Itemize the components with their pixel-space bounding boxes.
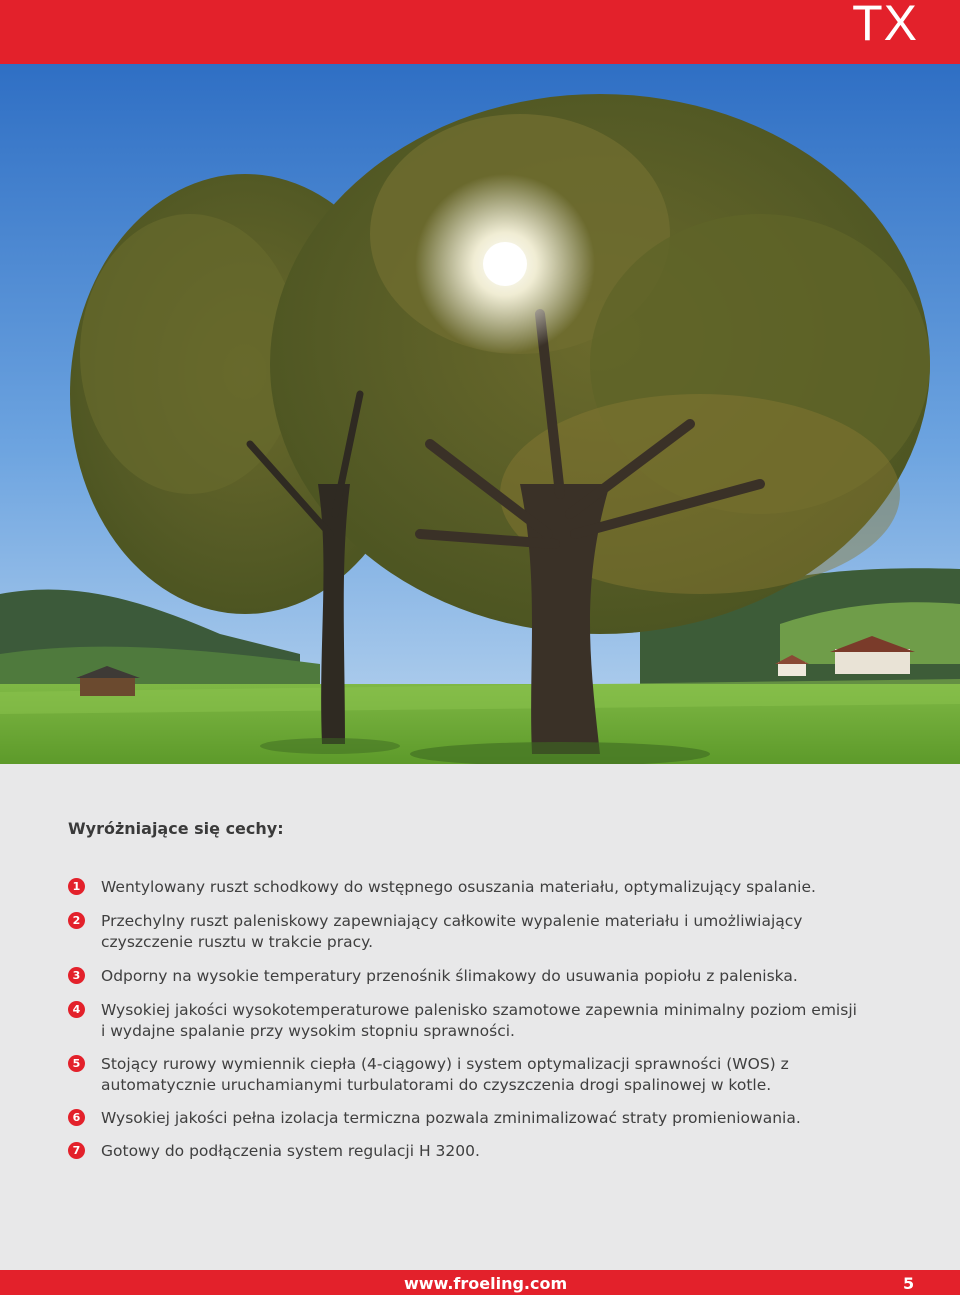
feature-number-badge: 6 — [68, 1109, 85, 1126]
features-title: Wyróżniające się cechy: — [68, 819, 284, 838]
feature-number-badge: 1 — [68, 878, 85, 895]
header-bar — [0, 0, 960, 64]
feature-text: Przechylny ruszt paleniskowy zapewniający całkowite wypalenie materiału i umożliwiający czyszczenie rusztu w trakcie pracy. — [101, 912, 803, 951]
feature-text: Wysokiej jakości pełna izolacja termiczna pozwala zminimalizować straty promieniowania. — [101, 1109, 801, 1127]
feature-text: Wysokiej jakości wysokotemperaturowe palenisko szamotowe zapewnia minimalny poziom emisji i wydajne spalanie przy wysokim stopniu sprawności. — [101, 1001, 857, 1040]
feature-number-badge: 4 — [68, 1001, 85, 1018]
website-link[interactable]: www.froeling.com — [404, 1274, 568, 1293]
feature-text: Gotowy do podłączenia system regulacji H 3200. — [101, 1142, 480, 1160]
model-name: TX — [852, 0, 918, 51]
footer-bar — [0, 1270, 960, 1295]
feature-number-badge: 5 — [68, 1055, 85, 1072]
page-number: 5 — [903, 1274, 915, 1293]
feature-number-badge: 7 — [68, 1142, 85, 1159]
feature-text: Odporny na wysokie temperatury przenośnik ślimakowy do usuwania popiołu z paleniska. — [101, 967, 798, 985]
tree-photo — [0, 64, 960, 764]
feature-number-badge: 2 — [68, 912, 85, 929]
feature-number-badge: 3 — [68, 967, 85, 984]
features-section — [0, 764, 960, 1270]
feature-text: Stojący rurowy wymiennik ciepła (4-ciągowy) i system optymalizacji sprawności (WOS) z automatycznie uruchamianymi turbulatorami do czyszczenia drogi spalinowej w kotle. — [101, 1055, 789, 1094]
feature-text: Wentylowany ruszt schodkowy do wstępnego osuszania materiału, optymalizujący spalanie. — [101, 878, 816, 896]
